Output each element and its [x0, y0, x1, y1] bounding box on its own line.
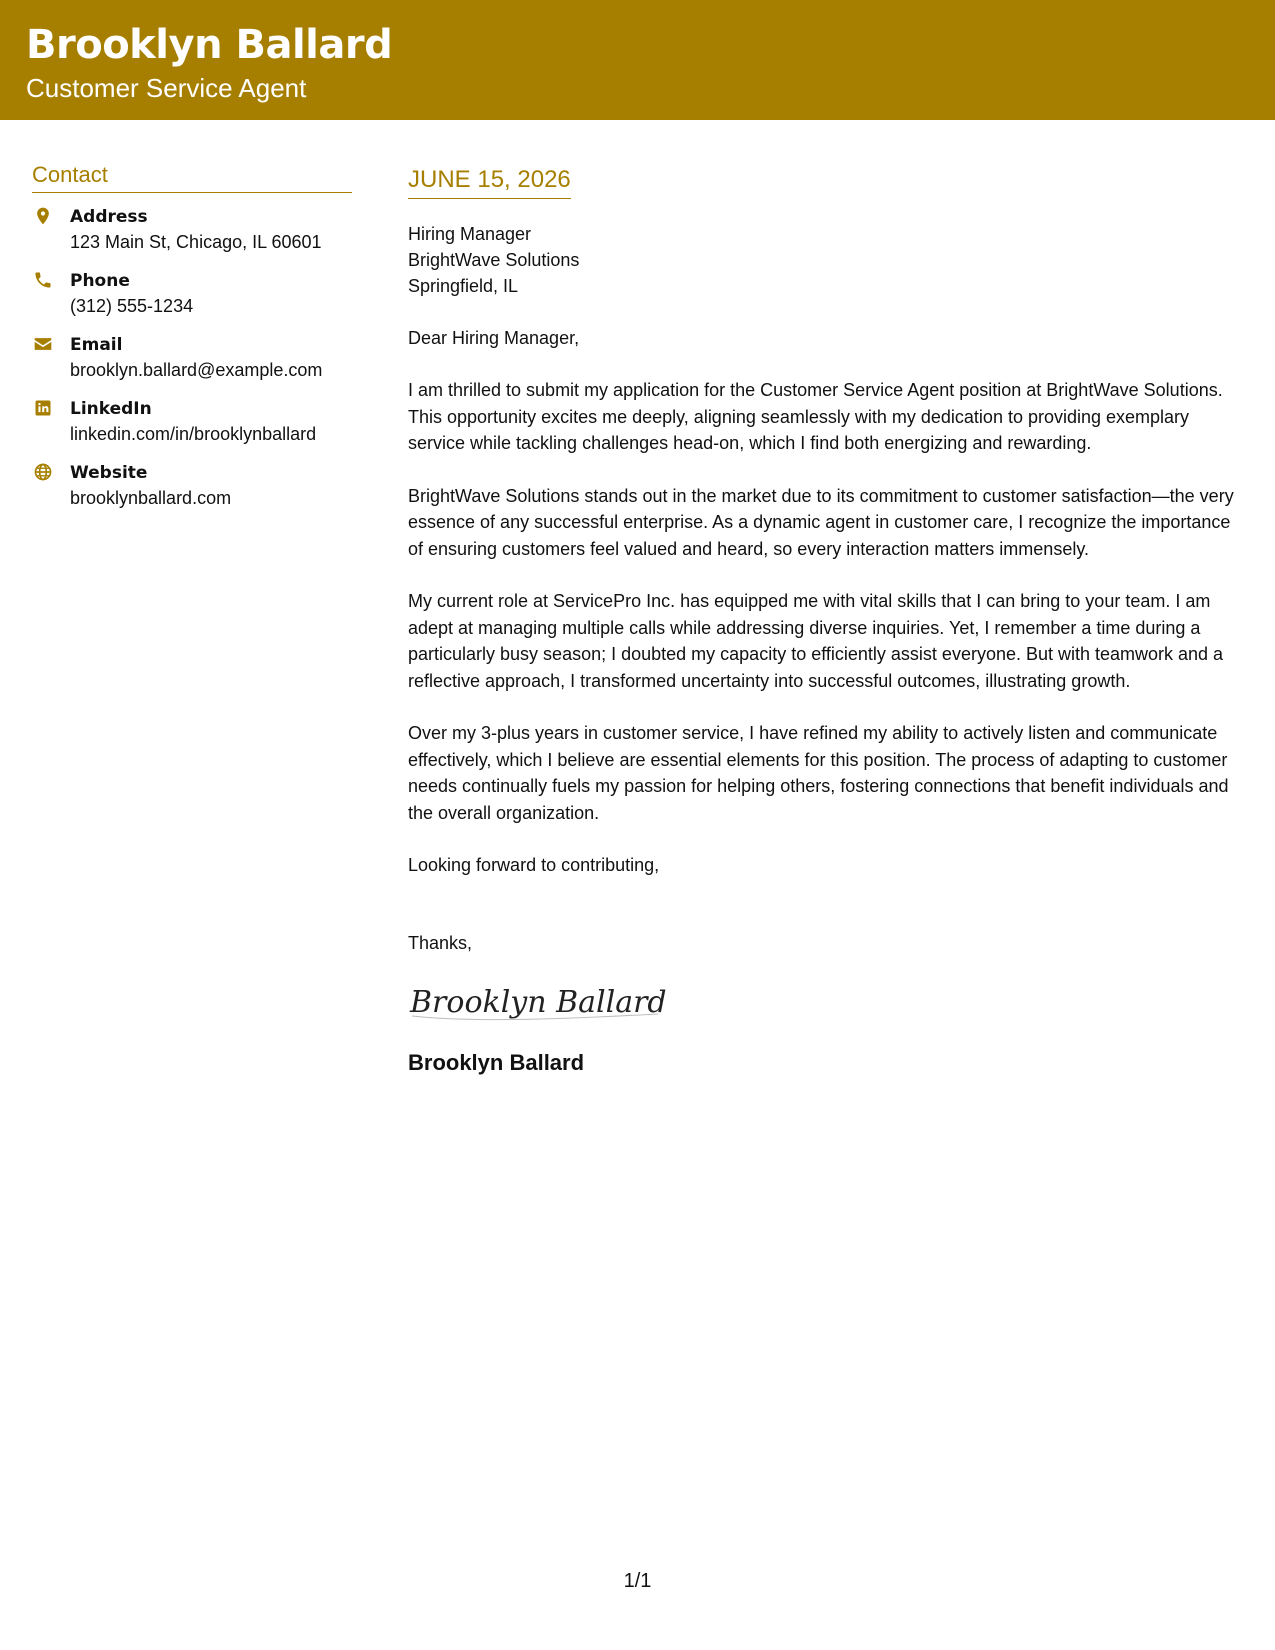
contact-label: Address	[70, 207, 148, 227]
signoff: Thanks,	[408, 933, 473, 953]
letter-date: JUNE 15, 2026	[408, 166, 571, 199]
contact-label: LinkedIn	[70, 399, 152, 419]
envelope-icon	[32, 333, 54, 355]
recipient-line: Springfield, IL	[408, 276, 519, 296]
contact-label: Email	[70, 335, 123, 355]
header-banner	[0, 0, 1275, 120]
contact-label: Website	[70, 463, 148, 483]
contact-item-linkedin	[32, 397, 352, 447]
signature-text: Brooklyn Ballard	[410, 985, 667, 1020]
signed-name: Brooklyn Ballard	[408, 1050, 585, 1075]
letter-paragraph: My current role at ServicePro Inc. has equipped me with vital skills that I can bring to your team. I am adept at managing multiple calls while addressing diverse inquiries. Yet, I remember a time during a particularly busy season; I doubted my capacity to efficiently assist everyone. But with teamwork and a reflective approach, I transformed uncertainty into successful outcomes, illustrating growth.	[408, 591, 1224, 691]
page-number: 1/1	[623, 1570, 652, 1592]
contact-value-phone[interactable]: (312) 555-1234	[70, 296, 194, 316]
contact-value-linkedin[interactable]: linkedin.com/in/brooklynballard	[70, 424, 317, 444]
recipient-block	[408, 221, 1248, 299]
contact-label: Phone	[70, 271, 130, 291]
letter-paragraph: Over my 3-plus years in customer service, I have refined my ability to actively listen and communicate effectively, which I believe are essential elements for this position. The process of adapting to customer needs continually fuels my passion for helping others, fostering connections that benefit individuals and the overall organization.	[408, 723, 1229, 823]
salutation: Dear Hiring Manager,	[408, 328, 580, 348]
map-pin-icon	[32, 205, 54, 227]
handwritten-signature	[408, 978, 1248, 1026]
applicant-name: Brooklyn Ballard	[26, 22, 393, 68]
recipient-line: BrightWave Solutions	[408, 250, 580, 270]
contact-item-website	[32, 461, 352, 511]
closing-line: Looking forward to contributing,	[408, 855, 660, 875]
contact-value-address: 123 Main St, Chicago, IL 60601	[70, 232, 322, 252]
applicant-role: Customer Service Agent	[26, 73, 307, 103]
letter-body	[408, 166, 1248, 1076]
linkedin-icon	[32, 397, 54, 419]
recipient-line: Hiring Manager	[408, 224, 532, 244]
contact-item-address	[32, 205, 352, 255]
contact-item-phone	[32, 269, 352, 319]
letter-paragraph: BrightWave Solutions stands out in the market due to its commitment to customer satisfaction—the very essence of any successful enterprise. As a dynamic agent in customer care, I recognize the importance of ensuring customers feel valued and heard, so every interaction matters immensely.	[408, 485, 1234, 559]
contact-value-website[interactable]: brooklynballard.com	[70, 488, 232, 508]
contact-sidebar	[32, 162, 352, 525]
letter-paragraph: I am thrilled to submit my application for the Customer Service Agent position at BrightWave Solutions. This opportunity excites me deeply, aligning seamlessly with my dedication to providing exemplary service while tackling challenges head-on, which I find both energizing and rewarding.	[408, 380, 1223, 453]
phone-icon	[32, 269, 54, 291]
contact-value-email[interactable]: brooklyn.ballard@example.com	[70, 360, 323, 380]
contact-section-title: Contact	[32, 162, 352, 193]
globe-icon	[32, 461, 54, 483]
contact-item-email	[32, 333, 352, 383]
